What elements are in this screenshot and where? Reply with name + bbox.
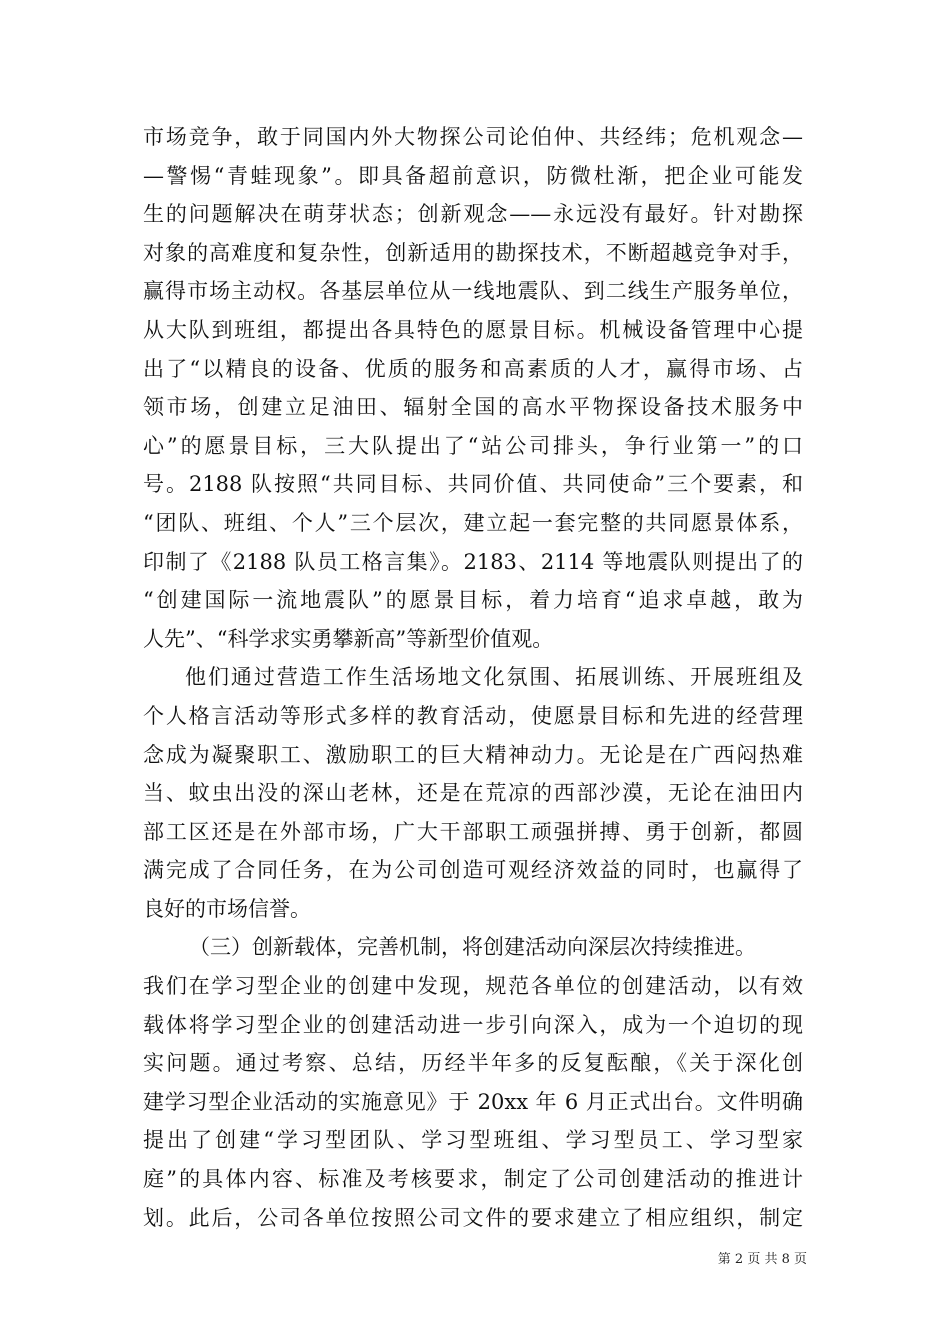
text-line: 市场竞争，敢于同国内外大物探公司论伯仲、共经纬；危机观念— (143, 125, 803, 149)
text-line: 生的问题解决在萌芽状态；创新观念——永远没有最好。针对勘探 (143, 202, 803, 227)
text-line: 满完成了合同任务，在为公司创造可观经济效益的同时，也赢得了 (143, 858, 803, 883)
text-line: 个人格言活动等形式多样的教育活动，使愿景目标和先进的经营理 (143, 703, 803, 728)
text-line: 提出了创建“学习型团队、学习型班组、学习型员工、学习型家 (143, 1128, 803, 1153)
text-line: 领市场，创建立足油田、辐射全国的高水平物探设备技术服务中 (143, 395, 803, 420)
text-line: 划。此后，公司各单位按照公司文件的要求建立了相应组织，制定 (143, 1205, 803, 1230)
text-line: “创建国际一流地震队”的愿景目标，着力培育“追求卓越，敢为 (143, 588, 803, 613)
text-line: 实问题。通过考察、总结，历经半年多的反复酝酿，《关于深化创 (143, 1051, 803, 1076)
text-line: 他们通过营造工作生活场地文化氛围、拓展训练、开展班组及 (185, 665, 803, 690)
text-line: —警惕“青蛙现象”。即具备超前意识，防微杜渐，把企业可能发 (143, 163, 803, 188)
text-line: 建学习型企业活动的实施意见》于 20xx 年 6 月正式出台。文件明确 (143, 1089, 803, 1114)
text-line: 心”的愿景目标，三大队提出了“站公司排头，争行业第一”的口 (143, 433, 803, 458)
text-line: 当、蚊虫出没的深山老林，还是在荒凉的西部沙漠，无论在油田内 (143, 781, 803, 806)
text-line: 载体将学习型企业的创建活动进一步引向深入，成为一个迫切的现 (143, 1012, 803, 1037)
text-line: （三）创新载体，完善机制，将创建活动向深层次持续推进。 (189, 935, 756, 960)
text-line: 从大队到班组，都提出各具特色的愿景目标。机械设备管理中心提 (143, 317, 803, 342)
text-line: 出了“以精良的设备、优质的服务和高素质的人才，赢得市场、占 (143, 356, 803, 381)
page-number: 第 2 页 共 8 页 (717, 1252, 807, 1267)
text-line: 庭”的具体内容、标准及考核要求，制定了公司创建活动的推进计 (143, 1167, 803, 1192)
text-line: 部工区还是在外部市场，广大干部职工顽强拼搏、勇于创新，都圆 (143, 819, 803, 844)
text-line: 对象的高难度和复杂性，创新适用的勘探技术，不断超越竞争对手， (143, 240, 803, 265)
text-line: 念成为凝聚职工、激励职工的巨大精神动力。无论是在广西闷热难 (143, 742, 803, 767)
text-line: 良好的市场信誉。 (143, 896, 311, 921)
text-line: “团队、班组、个人”三个层次，建立起一套完整的共同愿景体系， (143, 510, 803, 535)
text-line: 我们在学习型企业的创建中发现，规范各单位的创建活动，以有效 (143, 974, 803, 999)
text-line: 印制了《2188 队员工格言集》。2183、2114 等地震队则提出了的 (143, 549, 803, 574)
document-body (143, 118, 803, 1237)
text-line: 赢得市场主动权。各基层单位从一线地震队、到二线生产服务单位， (143, 279, 803, 304)
text-line: 号。2188 队按照“共同目标、共同价值、共同使命”三个要素，和 (143, 472, 803, 497)
text-line: 人先”、“科学求实勇攀新高”等新型价值观。 (143, 626, 554, 651)
